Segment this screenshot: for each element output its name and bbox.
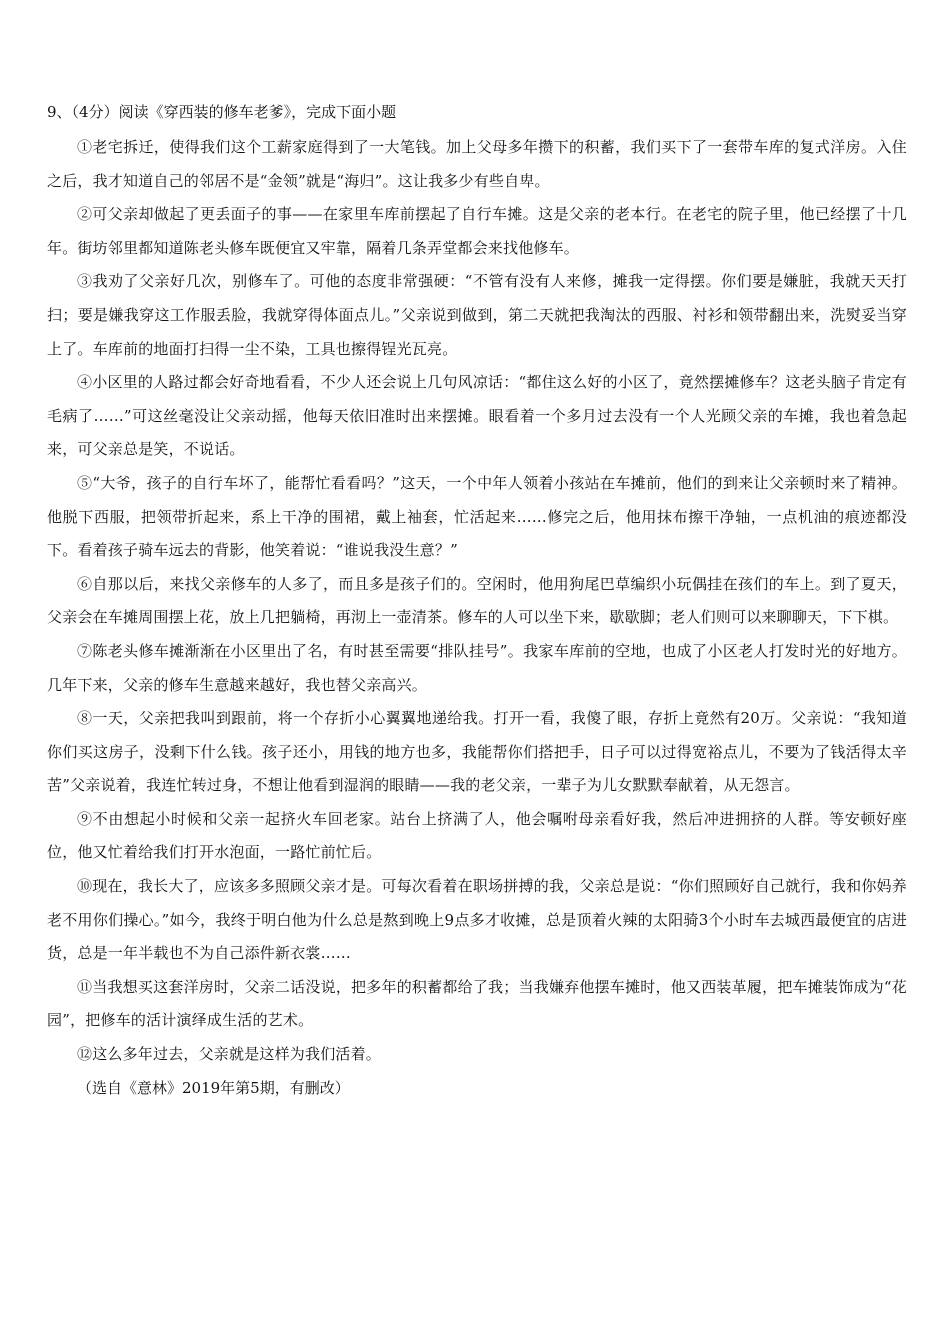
paragraph-1: ①老宅拆迁，使得我们这个工薪家庭得到了一大笔钱。加上父母多年攒下的积蓄，我们买下了一套带车库的复式洋房。入住之后，我才知道自己的邻居不是“金领”就是“海归”。这让我多少有些自卑。 (47, 138, 907, 190)
paragraph-2: ②可父亲却做起了更丢面子的事——在家里车库前摆起了自行车摊。这是父亲的老本行。在老宅的院子里，他已经摆了十几年。街坊邻里都知道陈老头修车既便宜又牢靠，隔着几条弄堂都会来找他修车。 (47, 205, 907, 257)
paragraph-10: ⑩现在，我长大了，应该多多照顾父亲才是。可每次看着在职场拼搏的我，父亲总是说：“你们照顾好自己就行，我和你妈养老不用你们操心。”如今，我终于明白他为什么总是熬到晚上9点多才收摊，总是顶着火辣的太阳骑3个小时车去城西最便宜的店进货，总是一年半载也不为自己添件新衣裳…… (47, 877, 907, 963)
source-citation: （选自《意林》2019年第5期，有删改） (77, 1078, 350, 1097)
paragraph-3: ③我劝了父亲好几次，别修车了。可他的态度非常强硬：“不管有没有人来修，摊我一定得摆。你们要是嫌脏，我就天天打扫；要是嫌我穿这工作服丢脸，我就穿得体面点儿。”父亲说到做到，第二天就把我淘汰的西服、衬衫和领带翻出来，洗熨妥当穿上了。车库前的地面打扫得一尘不染，工具也擦得锃光瓦亮。 (47, 272, 907, 358)
paragraph-12: ⑫这么多年过去，父亲就是这样为我们活着。 (77, 1045, 382, 1064)
paragraph-8: ⑧一天，父亲把我叫到跟前，将一个存折小心翼翼地递给我。打开一看，我傻了眼，存折上竟然有20万。父亲说：“我知道你们买这房子，没剩下什么钱。孩子还小，用钱的地方也多，我能帮你们搭把手，日子可以过得宽裕点儿，不要为了钱活得太辛苦”父亲说着，我连忙转过身，不想让他看到湿润的眼睛——我的老父亲，一辈子为儿女默默奉献着，从无怨言。 (47, 709, 907, 795)
paragraph-6: ⑥自那以后，来找父亲修车的人多了，而且多是孩子们的。空闲时，他用狗尾巴草编织小玩偶挂在孩们的车上。到了夏天，父亲会在车摊周围摆上花，放上几把躺椅，再沏上一壶清茶。修车的人可以坐下来，歇歇脚；老人们则可以来聊聊天，下下棋。 (47, 574, 907, 627)
paragraph-9: ⑨不由想起小时候和父亲一起挤火车回老家。站台上挤满了人，他会嘱咐母亲看好我，然后冲进拥挤的人群。等安顿好座位，他又忙着给我们打开水泡面，一路忙前忙后。 (47, 809, 907, 862)
paragraph-7: ⑦陈老头修车摊渐渐在小区里出了名，有时甚至需要“排队挂号”。我家车库前的空地，也成了小区老人打发时光的好地方。几年下来，父亲的修车生意越来越好，我也替父亲高兴。 (47, 641, 907, 694)
paragraph-4: ④小区里的人路过都会好奇地看看，不少人还会说上几句风凉话：“都住这么好的小区了，竟然摆摊修车？这老头脑子肯定有毛病了……”可这丝毫没让父亲动摇，他每天依旧准时出来摆摊。眼看着一个多月过去没有一个人光顾父亲的车摊，我也着急起来，可父亲总是笑，不说话。 (47, 373, 907, 459)
paragraph-11: ⑪当我想买这套洋房时，父亲二话没说，把多年的积蓄都给了我；当我嫌弃他摆车摊时，他又西装革履，把车摊装饰成为“花园”，把修车的活计演绎成生活的艺术。 (47, 977, 907, 1030)
paragraph-5: ⑤“大爷，孩子的自行车坏了，能帮忙看看吗？”这天，一个中年人领着小孩站在车摊前，他们的到来让父亲顿时来了精神。他脱下西服，把领带折起来，系上干净的围裙，戴上袖套，忙活起来……修完之后，他用抹布擦干净轴，一点机油的痕迹都没下。看着孩子骑车远去的背影，他笑着说：“谁说我没生意？” (47, 473, 907, 560)
article-body (47, 131, 907, 1105)
question-title: 9、（4分）阅读《穿西装的修车老爹》，完成下面小题 (47, 103, 397, 121)
